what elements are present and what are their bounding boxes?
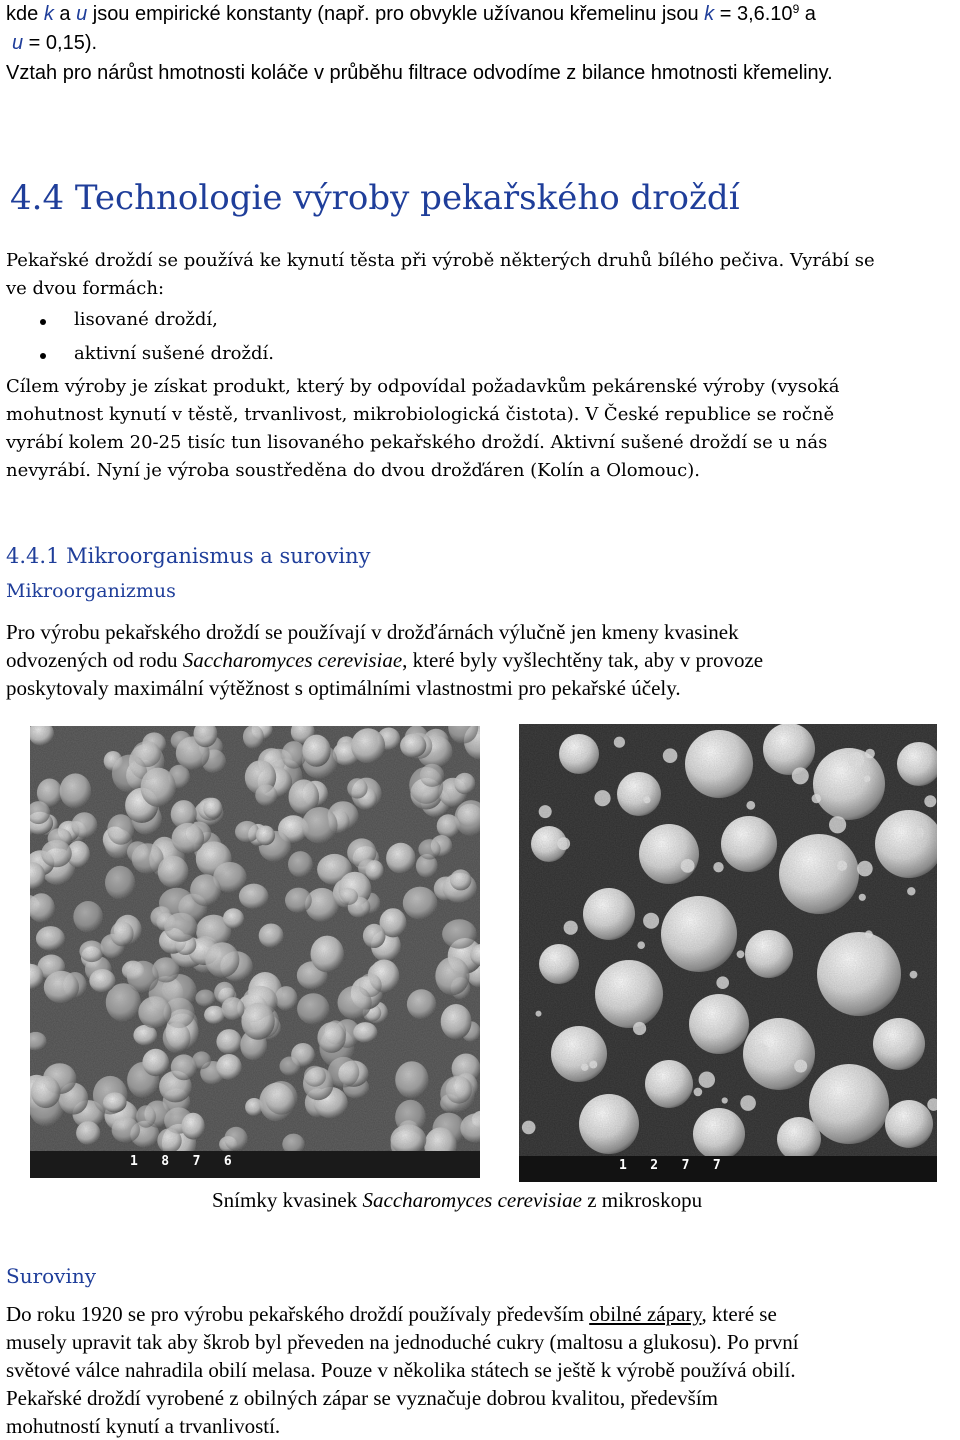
paragraph-text: odvozených od rodu (6, 648, 183, 672)
bullet-dot (40, 353, 46, 359)
bullet-item: lisované droždí, (74, 309, 218, 330)
paragraph-line: vyrábí kolem 20-25 tisíc tun lisovaného pekařského droždí. Aktivní sušené droždí se u nás (6, 432, 828, 453)
intro-text: = 3,6.10 (714, 3, 793, 25)
caption-text: z mikroskopu (581, 1188, 703, 1212)
paragraph-line (6, 1302, 777, 1327)
bullet-dot (40, 319, 46, 325)
species-name: Saccharomyces cerevisiae (362, 1188, 582, 1212)
paragraph-line: nevyrábí. Nyní je výroba soustředěna do dvou drožďáren (Kolín a Olomouc). (6, 460, 700, 481)
obilne-zapary-link[interactable]: obilné zápary (589, 1302, 702, 1326)
variable-k: k (43, 3, 54, 25)
paragraph-line: mohutnost kynutí v těstě, trvanlivost, mikrobiologická čistota). V České republice se ročně (6, 404, 835, 425)
exponent: 9 (792, 2, 800, 16)
paragraph-line: Pekařské droždí se používá ke kynutí těsta při výrobě některých druhů bílého pečiva. Vyrábí se (6, 250, 875, 271)
paragraph-text: Do roku 1920 se pro výrobu pekařského droždí používaly především (6, 1302, 590, 1326)
intro-line-3: Vztah pro nárůst hmotnosti koláče v průběhu filtrace odvodíme z bilance hmotnosti křemeliny. (6, 62, 833, 84)
intro-text: a (53, 3, 77, 25)
raw-materials-heading: Suroviny (6, 1264, 97, 1288)
bullet-item: aktivní sušené droždí. (74, 343, 275, 364)
paragraph-line: světové válce nahradila obilí melasa. Pouze v několika státech se ještě k výrobě používá obilí. (6, 1358, 796, 1382)
intro-text: a (799, 3, 816, 25)
caption-text: Snímky kvasinek (212, 1188, 363, 1212)
paragraph-line: mohutností kynutí a trvanlivostí. (6, 1414, 281, 1438)
variable-u: u (76, 3, 88, 25)
section-heading: 4.4 Technologie výroby pekařského droždí (10, 178, 740, 218)
micrograph-right (519, 724, 937, 1182)
intro-text: = 0,15). (23, 32, 98, 54)
paragraph-text: , které byly vyšlechtěny tak, aby v provoze (402, 648, 764, 672)
intro-line-2 (12, 32, 97, 55)
sub-heading: Mikroorganizmus (6, 580, 176, 602)
paragraph-line (6, 648, 763, 673)
subsection-heading: 4.4.1 Mikroorganismus a suroviny (6, 544, 371, 568)
variable-k: k (704, 3, 715, 25)
micrograph-left (30, 726, 480, 1178)
paragraph-text: , které se (701, 1302, 777, 1326)
micrograph-scale-numbers: 1 8 7 6 (130, 1154, 232, 1169)
paragraph-line: musely upravit tak aby škrob byl převeden na jednoduché cukry (maltosu a glukosu). Po první (6, 1330, 799, 1354)
paragraph-line: Pro výrobu pekařského droždí se používají v drožďárnách výlučně jen kmeny kvasinek (6, 620, 739, 644)
paragraph-line: Cílem výroby je získat produkt, který by odpovídal požadavkům pekárenské výroby (vysoká (6, 376, 840, 397)
paragraph-line: ve dvou formách: (6, 278, 165, 299)
figure-caption (212, 1188, 702, 1213)
paragraph-line: poskytovaly maximální výtěžnost s optimálními vlastnostmi pro pekařské účely. (6, 676, 681, 700)
intro-text: kde (6, 3, 44, 25)
species-name: Saccharomyces cerevisiae (182, 648, 403, 672)
intro-line-1 (6, 2, 816, 26)
variable-u: u (12, 32, 24, 54)
paragraph-line: Pekařské droždí vyrobené z obilných zápar se vyznačuje dobrou kvalitou, především (6, 1386, 719, 1410)
micrograph-scale-numbers: 1 2 7 7 (619, 1158, 721, 1173)
intro-text: jsou empirické konstanty (např. pro obvykle užívanou křemelinu jsou (87, 3, 705, 25)
